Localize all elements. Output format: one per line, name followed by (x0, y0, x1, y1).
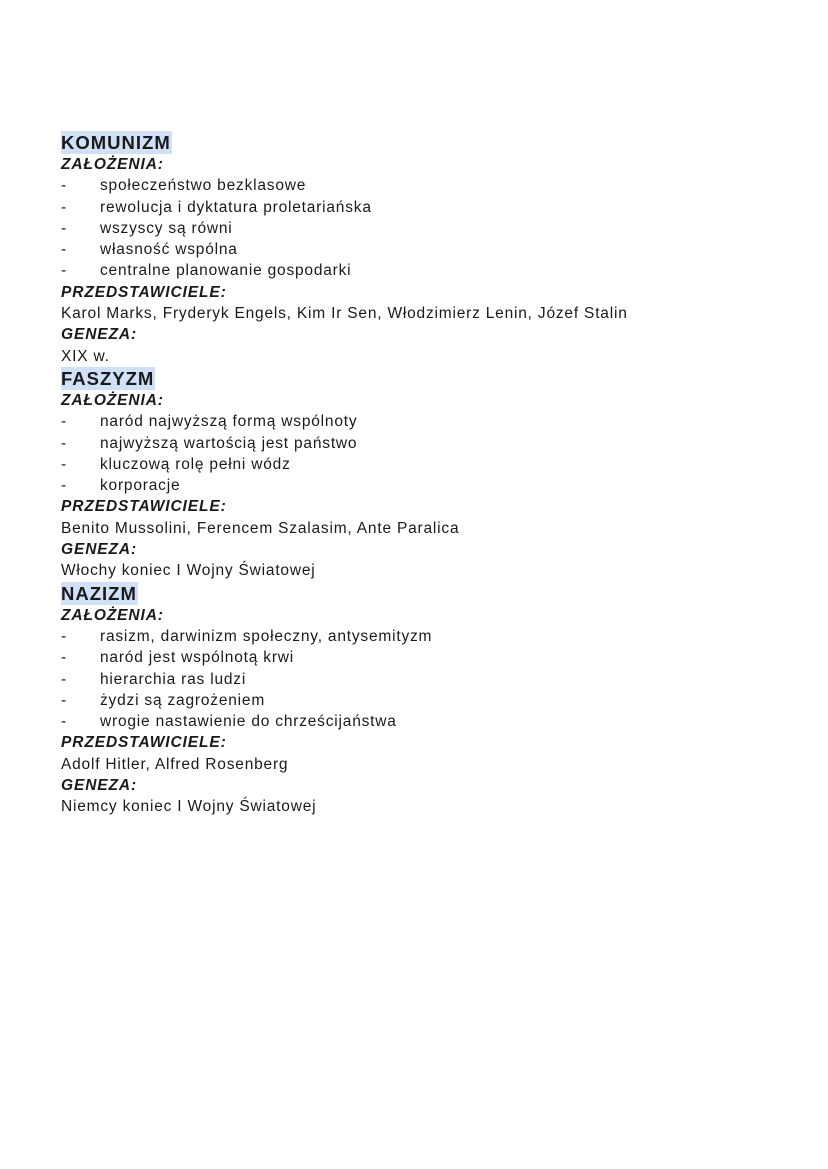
list-item-text: korporacje (100, 477, 181, 495)
representatives-text: Benito Mussolini, Ferencem Szalasim, Ante Paralica (61, 519, 460, 537)
list-item-text: rewolucja i dyktatura proletariańska (100, 198, 372, 216)
section-heading-row (61, 131, 801, 154)
bullet-dash: - (61, 434, 67, 452)
section-faszyzm (61, 367, 801, 582)
list-item-text: hierarchia ras ludzi (100, 670, 247, 688)
list-item-text: rasizm, darwinizm społeczny, antysemityzm (100, 627, 433, 645)
representatives-text: Adolf Hitler, Alfred Rosenberg (61, 755, 289, 773)
assumptions-list (61, 626, 801, 732)
section-heading-row (61, 582, 801, 605)
bullet-dash: - (61, 477, 67, 495)
representatives-label: PRZEDSTAWICIELE: (61, 734, 227, 752)
list-item (61, 218, 801, 239)
list-item (61, 475, 801, 496)
list-item-text: naród jest wspólnotą krwi (100, 649, 295, 667)
list-item-text: wszyscy są równi (100, 219, 233, 237)
list-item-text: własność wspólna (100, 241, 238, 259)
genesis-text: XIX w. (61, 347, 110, 365)
bullet-dash: - (61, 413, 67, 431)
list-item (61, 690, 801, 711)
bullet-dash: - (61, 455, 67, 473)
list-item (61, 175, 801, 196)
bullet-dash: - (61, 649, 67, 667)
section-title: NAZIZM (61, 582, 137, 604)
list-item-text: żydzi są zagrożeniem (100, 691, 266, 709)
bullet-dash: - (61, 241, 67, 259)
genesis-label: GENEZA: (61, 541, 138, 559)
list-item (61, 454, 801, 475)
genesis-label: GENEZA: (61, 326, 138, 344)
representatives-label: PRZEDSTAWICIELE: (61, 498, 227, 516)
assumptions-list (61, 175, 801, 281)
representatives-text: Karol Marks, Fryderyk Engels, Kim Ir Sen, Włodzimierz Lenin, Józef Stalin (61, 305, 628, 323)
assumptions-label: ZAŁOŻENIA: (61, 391, 164, 409)
genesis-text: Niemcy koniec I Wojny Światowej (61, 798, 317, 816)
bullet-dash: - (61, 713, 67, 731)
bullet-dash: - (61, 262, 67, 280)
list-item-text: kluczową rolę pełni wódz (100, 455, 291, 473)
list-item-text: naród najwyższą formą wspólnoty (100, 413, 358, 431)
list-item (61, 626, 801, 647)
list-item (61, 647, 801, 668)
list-item (61, 669, 801, 690)
bullet-dash: - (61, 627, 67, 645)
list-item (61, 433, 801, 454)
bullet-dash: - (61, 177, 67, 195)
section-komunizm (61, 131, 801, 367)
representatives-label: PRZEDSTAWICIELE: (61, 283, 227, 301)
assumptions-label: ZAŁOŻENIA: (61, 156, 164, 173)
list-item (61, 260, 801, 281)
section-title: KOMUNIZM (61, 132, 171, 153)
list-item (61, 411, 801, 432)
bullet-dash: - (61, 691, 67, 709)
section-heading-row (61, 367, 801, 390)
assumptions-list (61, 411, 801, 496)
list-item (61, 711, 801, 732)
section-title: FASZYZM (61, 367, 155, 389)
list-item-text: najwyższą wartością jest państwo (100, 434, 358, 452)
list-item (61, 197, 801, 218)
genesis-label: GENEZA: (61, 777, 138, 795)
bullet-dash: - (61, 219, 67, 237)
assumptions-label: ZAŁOŻENIA: (61, 606, 164, 624)
bullet-dash: - (61, 198, 67, 216)
genesis-text: Włochy koniec I Wojny Światowej (61, 562, 316, 580)
section-nazizm (61, 582, 801, 818)
list-item-text: wrogie nastawienie do chrześcijaństwa (100, 713, 397, 731)
bullet-dash: - (61, 670, 67, 688)
list-item-text: centralne planowanie gospodarki (100, 262, 352, 280)
document-page (61, 131, 801, 818)
list-item (61, 239, 801, 260)
list-item-text: społeczeństwo bezklasowe (100, 177, 307, 195)
